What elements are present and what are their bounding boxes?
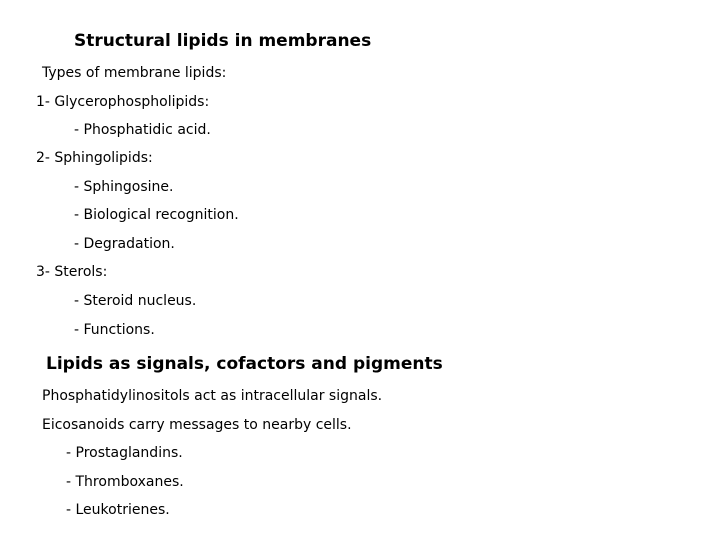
body-line: Eicosanoids carry messages to nearby cells. [42, 417, 352, 433]
section-title-lipid-signals: Lipids as signals, cofactors and pigments [46, 354, 443, 374]
intro-text: Types of membrane lipids: [42, 65, 227, 81]
list-item: - Steroid nucleus. [74, 293, 197, 309]
body-line: Phosphatidylinositols act as intracellular signals. [42, 388, 383, 404]
group-label-sterols: 3- Sterols: [36, 264, 108, 280]
list-item: - Leukotrienes. [66, 502, 170, 518]
list-item: - Degradation. [74, 236, 175, 252]
list-item: - Sphingosine. [74, 179, 174, 195]
list-item: - Biological recognition. [74, 207, 239, 223]
list-item: - Prostaglandins. [66, 445, 183, 461]
list-item: - Phosphatidic acid. [74, 122, 211, 138]
group-label-sphingolipids: 2- Sphingolipids: [36, 150, 153, 166]
list-item: - Thromboxanes. [66, 474, 184, 490]
list-item: - Functions. [74, 322, 155, 338]
section-title-structural-lipids: Structural lipids in membranes [74, 31, 372, 51]
group-label-glycerophospholipids: 1- Glycerophospholipids: [36, 94, 210, 110]
